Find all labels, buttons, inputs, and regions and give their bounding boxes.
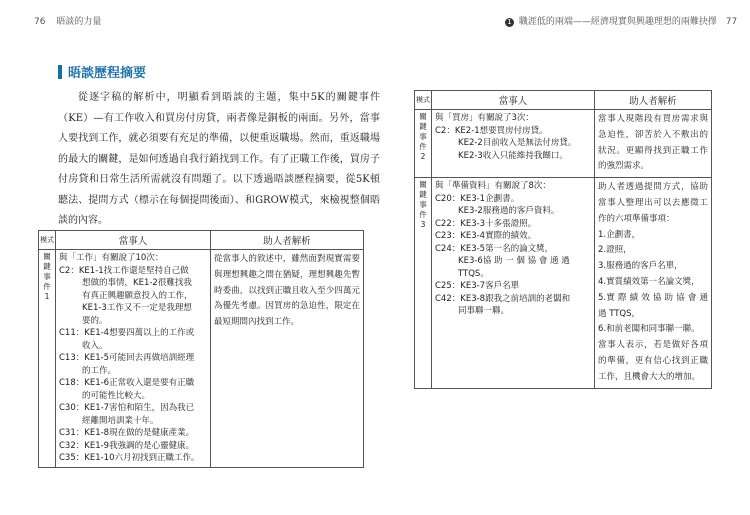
mode-char: 鍵 — [43, 262, 51, 271]
client-line: KE2-2目前收入是無法付房貸。 — [458, 138, 577, 148]
mode-char: 關 — [419, 180, 427, 190]
client-line: 要的。 — [82, 315, 108, 326]
analysis-line: 當事人表示，若是做好各項的準備，更有信心找到正職工作，且機會大大的增加。 — [598, 340, 708, 382]
mode-cell — [415, 178, 432, 388]
analysis-cell — [595, 178, 712, 388]
table-row — [39, 250, 364, 468]
table-header-row — [415, 91, 712, 110]
client-line: C24：KE3-5第一名的論文獎， — [435, 243, 554, 254]
client-cell — [56, 250, 211, 468]
client-cell — [432, 178, 595, 388]
client-line: C2：KE1-1找工作還是堅持自己做 — [59, 265, 189, 276]
analysis-line: 5.實 際 績 效 協 助 協 會 通 過 TTQS， — [598, 292, 708, 319]
mode-char: 件 — [43, 282, 51, 291]
body-paragraph — [58, 88, 380, 232]
summary-table-left — [38, 230, 364, 468]
mode-char: 鍵 — [419, 190, 427, 200]
client-line: C31：KE1-8現在做的是健康產業。 — [59, 428, 195, 438]
analysis-line: 3.服務過的客戶名單， — [598, 261, 683, 272]
analysis-line: 6.和前老闆和同事聯一聯。 — [598, 324, 700, 335]
mode-char: 1 — [44, 292, 50, 301]
section-bar-icon — [58, 65, 62, 79]
client-line: KE2-3收入只能維持我餬口。 — [458, 150, 568, 161]
page-number-right: 77 — [725, 17, 738, 27]
paragraph-text: 從逐字稿的解析中，明顯看到晤談的主題，集中5K的關鍵事件（KE）—有工作收入和買房付房貸，兩者像是銅板的兩面。另外，當事人要找到工作，就必須要有充足的準備，以便重返職場。然而，重返職場的最大的關鍵，是如何透過自我行銷找到工作。有了正職工作後，買房子付房貸和日常生活所需就沒有問題了。以下透過晤談歷程摘要，從5K頓聽法、提問方式（標示在每個提問後面）、和GROW模式，來檢視整個晤談的內容。 — [58, 92, 380, 226]
header-analysis: 助人者解析 — [595, 91, 712, 110]
client-line: C22：KE3-3十多張證照。 — [435, 218, 537, 229]
client-line: C35：KE1-10六月初找到正職工作。 — [59, 453, 200, 463]
table-header-row — [39, 231, 364, 250]
client-line: C11：KE1-4想要四萬以上的工作或 — [59, 328, 195, 338]
client-cell — [432, 110, 595, 178]
mode-char: 件 — [419, 142, 427, 151]
client-line: KE3-2服務過的客戶資料。 — [458, 206, 560, 217]
table-row — [415, 178, 712, 388]
client-line: C18：KE1-6正常收入還是要有正職 — [59, 378, 195, 388]
analysis-cell: 當事人現階段有買房需求與急迫性，卻苦於入不敷出的狀況。更顯得找到正職工作的強烈需求。 — [595, 110, 712, 178]
mode-char: 3 — [420, 220, 426, 230]
client-line: 的工作。 — [82, 365, 117, 376]
chapter-title: 職涯低的兩端——經濟現實與興趣理想的兩難抉擇 — [518, 17, 717, 27]
client-line: C42：KE3-8跟我之前培訓的老闆和 — [435, 293, 571, 304]
client-line: 經離開培訓業十年。 — [82, 415, 159, 426]
header-client: 當事人 — [432, 91, 595, 110]
mode-char: 事 — [419, 132, 427, 141]
client-line: KE1-3工作又不一定是我理想 — [82, 303, 192, 313]
client-line: C20：KE3-1企劃書。 — [435, 193, 520, 204]
client-line: 有真正興趣願意投入的工作， — [82, 290, 193, 301]
header-mode: 模式 — [415, 91, 432, 110]
analysis-cell: 從當事人的敘述中，雖然面對現實需要與理想興趣之間在猶疑，理想興趣先暫時委曲，以找到正職且收入至少四萬元為優先考慮。因買房的急迫性，限定在最短期間內找到工作。 — [211, 250, 364, 468]
client-line: C25：KE3-7客戶名單 — [435, 281, 520, 292]
analysis-line: 2.證照， — [598, 245, 632, 256]
client-line: C13：KE1-5可能回去再做培訓經理 — [59, 353, 195, 363]
client-line: 想做的事情，KE1-2很難找我 — [82, 278, 192, 288]
mode-char: 鍵 — [419, 122, 427, 131]
client-line: 收入。 — [82, 340, 108, 351]
mode-cell — [415, 110, 432, 178]
client-line: 同事聯一聯。 — [458, 306, 510, 317]
table-row — [415, 110, 712, 178]
summary-table-right — [414, 90, 712, 389]
section-title: 晤談歷程摘要 — [68, 66, 147, 81]
client-line: 的可能性比較大。 — [82, 390, 151, 401]
mode-char: 件 — [419, 210, 427, 220]
client-line: 與「準備資料」有關說了8次： — [435, 181, 551, 192]
header-client: 當事人 — [56, 231, 211, 250]
page-header-left — [34, 14, 101, 27]
mode-char: 事 — [419, 200, 427, 210]
page-header-right — [505, 14, 737, 27]
client-line: C32：KE1-9我強調的是心靈健康。 — [59, 440, 195, 451]
client-line: 與「工作」有關說了10次： — [59, 253, 164, 263]
client-line: C30：KE1-7害怕和陌生，因為我已 — [59, 403, 195, 413]
client-line: TTQS。 — [458, 268, 489, 279]
client-line: C2：KE2-1想要買房付房貸。 — [435, 125, 548, 136]
client-line: 與「買房」有關說了3次： — [435, 113, 534, 123]
analysis-line: 4.實質績效第一名論文獎， — [598, 276, 700, 287]
book-title: 晤談的力量 — [56, 17, 102, 27]
header-analysis: 助人者解析 — [211, 231, 364, 250]
mode-char: 關 — [419, 112, 427, 121]
page-number: 76 — [34, 17, 46, 27]
mode-cell — [39, 250, 56, 468]
analysis-line: 1.企劃書， — [598, 229, 641, 240]
mode-char: 關 — [43, 252, 51, 261]
chapter-badge-icon: 1 — [505, 18, 514, 27]
client-line: KE3-6協 助 一 個 協 會 通 過 — [458, 256, 570, 267]
section-heading — [58, 62, 146, 81]
mode-char: 事 — [43, 272, 51, 281]
header-mode: 模式 — [39, 231, 56, 250]
analysis-line: 助人者透過提問方式，協助當事人整理出可以去應徵工作的六項準備事項： — [598, 182, 708, 224]
client-line: C23：KE3-4實際的績效。 — [435, 231, 537, 242]
mode-char: 2 — [420, 152, 426, 161]
